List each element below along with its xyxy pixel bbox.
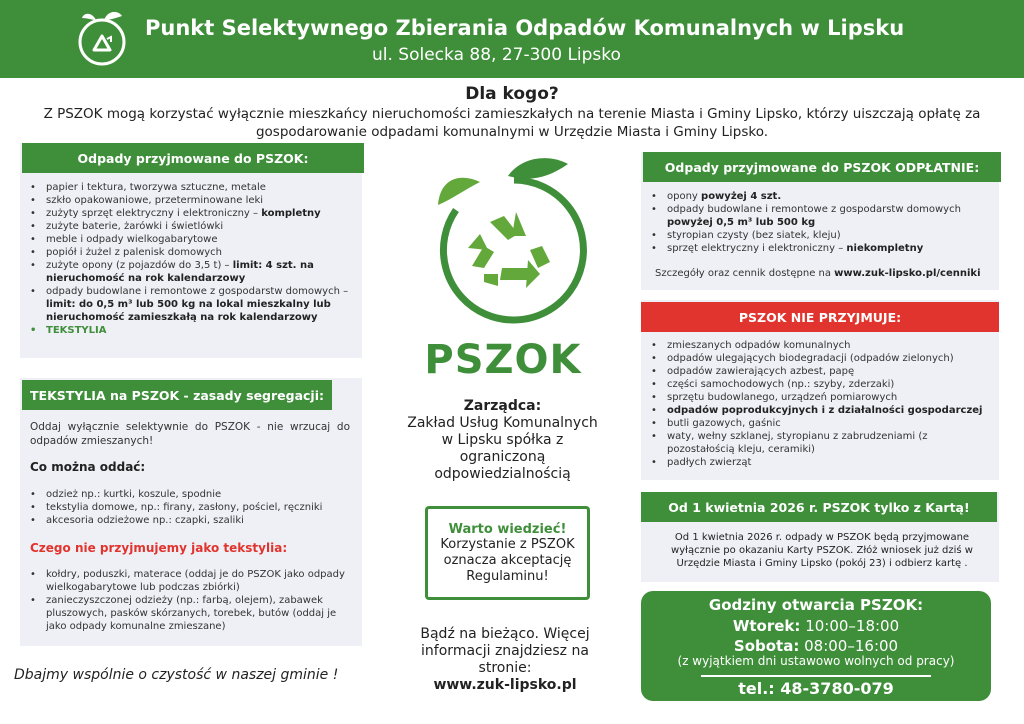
list-item-text: odpady budowlane i remontowe z gospodarstw domowych [667,204,961,215]
list-item [24,207,354,220]
header-title: Punkt Selektywnego Zbierania Odpadów Komunalnych w Lipsku [145,16,905,40]
list-item-text: padłych zwierząt [667,457,752,468]
list-item-text: opony [667,191,702,202]
leaf-right-icon [508,158,568,179]
list-item-text: odzież np.: kurtki, koszule, spodnie [46,489,222,500]
list-item-text: zużyty sprzęt elektryczny i elektroniczny – [46,208,262,219]
header-banner [0,0,1024,78]
textiles-cannot-title: Czego nie przyjmujemy jako tekstylia: [30,541,288,555]
footer-slogan: Dbajmy wspólnie o czystość w naszej gminie ! [14,667,339,683]
info-text: Bądź na bieżąco. Więcej informacji znajdziesz na stronie: [420,626,590,676]
paid-details [655,267,995,281]
list-item-text: zmieszanych odpadów komunalnych [667,340,851,351]
list-item [645,352,995,365]
list-item [24,324,354,337]
intro-title: Dla kogo? [465,84,559,104]
list-item [24,259,354,285]
opening-hours-box [641,591,991,701]
list-item-text: butli gazowych, gaśnic [667,418,781,429]
list-item [24,194,354,207]
pszok-recycle-logo [418,150,588,340]
list-item [645,229,990,242]
hours-title: Godziny otwarcia PSZOK: [708,596,924,614]
list-item [24,285,354,324]
regulation-note-box [425,506,590,600]
list-item-text: tekstylia domowe, np.: firany, zasłony, pościel, ręczniki [46,502,323,513]
card-text: Od 1 kwietnia 2026 r. odpady w PSZOK będą przyjmowane wyłącznie po okazaniu Karty PSZOK. Złóż wniosek już dziś w Urzędzie Miasta i Gminy Lipsko (pokój 23) i odbierz kartę . [671,532,973,569]
list-item [24,233,354,246]
list-item-text: styropian czysty (bez siatek, kleju) [667,230,841,241]
list-item-text: meble i odpady wielkogabarytowe [46,234,218,245]
info-block [405,626,605,694]
list-item [24,568,354,594]
paid-title: Odpady przyjmowane do PSZOK ODPŁATNIE: [643,152,1001,182]
hours-note: (z wyjątkiem dni ustawowo wolnych od pracy) [677,654,955,668]
intro-text: Z PSZOK mogą korzystać wyłącznie mieszkańcy nieruchomości zamieszkałych na terenie Miasta i Gminy Lipsko, którzy uiszczają opłatę za gospodarowanie odpadami komunalnymi w Urzędzie Miasta i Gminy Lipsko. [43,106,981,140]
list-item-text: odpadów ulegających biodegradacji (odpadów zielonych) [667,353,954,364]
accepted-list [24,181,354,337]
paid-list [645,190,990,255]
list-item-text: sprzęt elektryczny i elektroniczny – [667,243,847,254]
list-item [24,514,354,527]
textiles-can-title: Co można oddać: [30,460,146,474]
list-item [645,404,995,417]
recycle-icon [74,8,130,68]
brand-pszok: PSZOK [424,337,582,383]
accepted-title: Odpady przyjmowane do PSZOK: [22,143,364,173]
list-item-text: odpadów zawierających azbest, papę [667,366,855,377]
divider [701,675,931,677]
note-text: Korzystanie z PSZOK oznacza akceptację Regulaminu! [440,537,575,584]
list-item [645,203,990,229]
list-item [24,181,354,194]
list-item-text: części samochodowych (np.: szyby, zderzaki) [667,379,895,390]
list-item-emphasis: limit: do 0,5 m³ lub 500 kg na lokal mieszkalny lub nieruchomość zamieszkałą na rok kalendarzowy [46,299,331,323]
list-item [645,430,995,456]
leaf-left-icon [438,178,480,205]
list-item [24,220,354,233]
list-item-text: waty, wełny szklanej, styropianu z zabrudzeniami (z pozostałością kleju, ceramiki) [667,431,928,455]
list-item [645,365,995,378]
list-item [645,339,995,352]
hours-row-saturday [641,637,991,655]
list-item-emphasis: kompletny [261,208,321,219]
list-item [645,417,995,430]
list-item-text: akcesoria odzieżowe np.: czapki, szaliki [46,515,244,526]
paid-details-text: Szczegóły oraz cennik dostępne na [655,268,835,279]
list-item-text: papier i tektura, tworzywa sztuczne, metale [46,182,266,193]
list-item-text: TEKSTYLIA [46,325,107,336]
hours-row-tuesday [641,617,991,635]
rejected-list [645,339,995,469]
hours-time: 10:00–18:00 [805,617,900,635]
list-item [645,456,995,469]
list-item [645,378,995,391]
list-item-emphasis: limit: 4 szt. na nieruchomość na rok kalendarzowy [46,260,314,284]
header-address: ul. Solecka 88, 27-300 Lipsko [372,45,621,65]
list-item [24,488,354,501]
hours-time: 08:00–16:00 [804,637,899,655]
note-title: Warto wiedzieć! [448,522,567,537]
list-item [645,190,990,203]
hours-day: Sobota: [733,637,800,655]
textiles-title: TEKSTYLIA na PSZOK - zasady segregacji: [22,380,332,410]
list-item-text: popiół i żużel z palenisk domowych [46,247,223,258]
hours-day: Wtorek: [732,617,801,635]
textiles-cannot-list [24,568,354,633]
textiles-intro: Oddaj wyłącznie selektywnie do PSZOK - nie wrzucaj do odpadów zmieszanych! [30,421,350,447]
list-item [24,246,354,259]
list-item-text: zanieczyszczonej odzieży (np.: farbą, olejem), zabawek pluszowych, pasków skórzanych, torebek, butów (oddaj je jako odpady komunalne zmieszane) [46,595,337,632]
list-item-emphasis: powyżej 0,5 m³ lub 500 kg [667,217,816,228]
list-item [645,242,990,255]
list-item [24,594,354,633]
list-item-text: zużyte opony (z pojazdów do 3,5 t) – [46,260,233,271]
list-item-text: zużyte baterie, żarówki i świetlówki [46,221,224,232]
list-item-emphasis: powyżej 4 szt. [701,191,782,202]
textiles-can-list [24,488,354,527]
price-list-link[interactable]: www.zuk-lipsko.pl/cenniki [834,268,981,279]
list-item-text: odpady budowlane i remontowe z gospodarstw domowych – [46,286,349,297]
list-item [24,501,354,514]
phone-number[interactable]: tel.: 48-3780-079 [738,679,894,698]
manager-title: Zarządca: [463,398,542,414]
list-item [645,391,995,404]
list-item-text: sprzętu budowlanego, urządzeń pomiarowych [667,392,898,403]
list-item-text: szkło opakowaniowe, przeterminowane leki [46,195,264,206]
manager-text: Zakład Usług Komunalnych w Lipsku spółka z ograniczoną odpowiedzialnością [407,415,598,482]
list-item-emphasis: odpadów poprodukcyjnych i z działalności gospodarczej [667,405,983,416]
list-item-emphasis: niekompletny [846,243,924,254]
list-item-text: kołdry, poduszki, materace (oddaj je do PSZOK jako odpady wielkogabarytowe lub podczas zbiórki) [46,569,345,593]
card-title: Od 1 kwietnia 2026 r. PSZOK tylko z Kartą! [641,492,997,522]
info-url-link[interactable]: www.zuk-lipsko.pl [433,677,577,693]
rejected-title: PSZOK NIE PRZYJMUJE: [641,302,999,332]
